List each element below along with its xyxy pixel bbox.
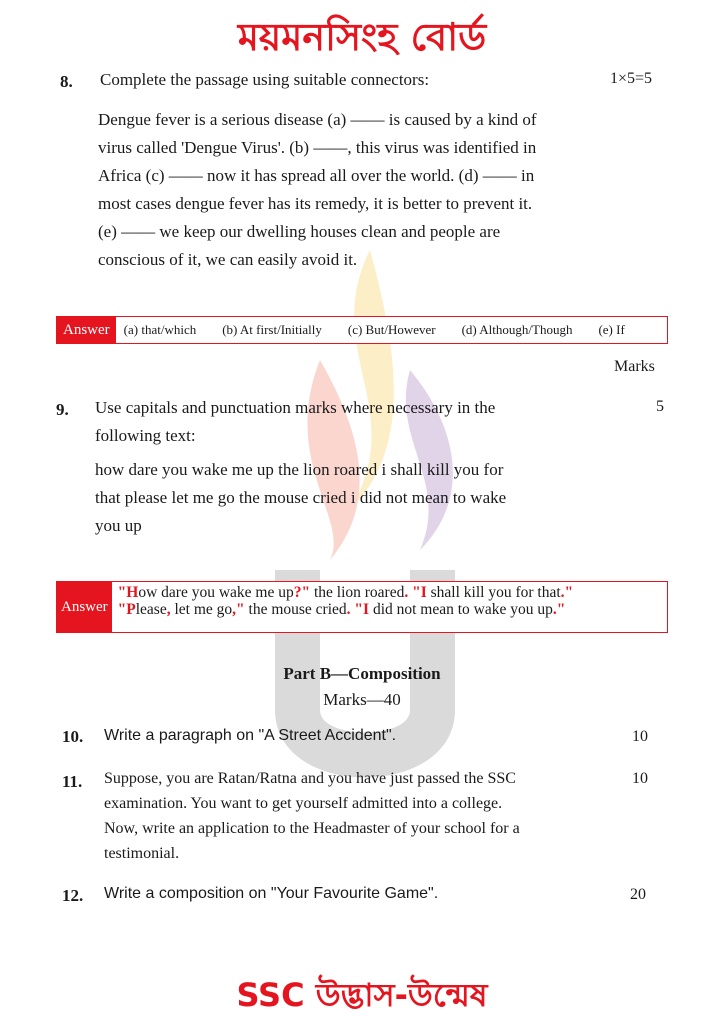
q8-marks: 1×5=5 xyxy=(610,70,653,87)
answer-text: did not mean to wake you up xyxy=(369,601,553,618)
q9-number: 9. xyxy=(56,400,69,419)
answer-text: the mouse cried xyxy=(244,601,347,618)
q8-passage-line: virus called 'Dengue Virus'. (b) ——, this virus was identified in xyxy=(98,138,537,157)
q8-passage-line: (e) —— we keep our dwelling houses clean and people are xyxy=(98,222,501,241)
q10-text: Write a paragraph on "A Street Accident". xyxy=(104,727,397,744)
q9-prompt-line: Use capitals and punctuation marks where necessary in the xyxy=(95,398,496,417)
q8-prompt: Complete the passage using suitable connectors: xyxy=(100,70,430,89)
marks-heading: Marks xyxy=(614,358,655,375)
answer-text: the lion roared xyxy=(310,584,405,601)
q8-passage-line: most cases dengue fever has its remedy, it is better to prevent it. xyxy=(98,194,533,213)
q11-line: testimonial. xyxy=(104,845,180,862)
quote-mark: " xyxy=(354,601,364,618)
q12-number: 12. xyxy=(62,886,84,905)
q11-number: 11. xyxy=(62,772,83,791)
q9-text-line: you up xyxy=(95,516,142,535)
q9-prompt-line: following text: xyxy=(95,426,196,445)
q9-text-line: that please let me go the mouse cried i did not mean to wake xyxy=(95,488,507,507)
capital-letter: I xyxy=(363,601,370,618)
part-b-marks: Marks—40 xyxy=(323,690,401,709)
q9-prompt xyxy=(95,394,595,450)
answer-text: let me go xyxy=(170,601,233,618)
quote-mark: " xyxy=(117,601,127,618)
q11-line: Now, write an application to the Headmaster of your school for a xyxy=(104,820,520,837)
q8-passage xyxy=(98,106,598,274)
q9-marks: 5 xyxy=(656,398,664,415)
punctuation: ?" xyxy=(293,584,311,601)
q8-answer-items xyxy=(116,317,651,343)
q9-text xyxy=(95,456,595,540)
capital-letter: H xyxy=(126,584,139,601)
answer-text: ow dare you wake me up xyxy=(138,584,294,601)
q12-text: Write a composition on "Your Favourite Game". xyxy=(104,885,439,902)
q11-marks: 10 xyxy=(632,770,648,787)
capital-letter: I xyxy=(420,584,427,601)
punctuation: ," xyxy=(232,601,245,618)
answer-text: shall kill you for that xyxy=(426,584,561,601)
quote-mark: " xyxy=(412,584,421,601)
q10-number: 10. xyxy=(62,727,84,746)
answer-text: lease xyxy=(135,601,167,618)
q9-answer-line-1 xyxy=(118,584,573,601)
q9-answer-text xyxy=(112,582,579,632)
q8-answer-c: (c) But/However xyxy=(347,322,436,337)
part-b-title: Part B—Composition xyxy=(283,664,441,683)
q9-answer-box xyxy=(56,581,668,633)
q9-answer-label: Answer xyxy=(57,582,112,632)
q11-line: examination. You want to get yourself admitted into a college. xyxy=(104,795,503,812)
q11-line: Suppose, you are Ratan/Ratna and you have just passed the SSC xyxy=(104,770,516,787)
q8-number: 8. xyxy=(60,72,73,91)
q12-marks: 20 xyxy=(630,886,646,903)
punctuation: ." xyxy=(552,601,566,618)
footer-title: SSC উদ্ভাস-উন্মেষ xyxy=(236,976,488,1014)
q8-passage-line: Africa (c) —— now it has spread all over the world. (d) —— in xyxy=(98,166,535,185)
punctuation: . xyxy=(346,601,351,618)
quote-mark: " xyxy=(117,584,127,601)
q9-answer-line-2 xyxy=(118,601,573,618)
q8-passage-line: conscious of it, we can easily avoid it. xyxy=(98,250,358,269)
q8-answer-d: (d) Although/Though xyxy=(461,322,573,337)
punctuation: ." xyxy=(560,584,574,601)
q9-text-line: how dare you wake me up the lion roared i shall kill you for xyxy=(95,460,504,479)
punctuation: . xyxy=(404,584,409,601)
q8-answer-label: Answer xyxy=(57,317,116,343)
q8-answer-b: (b) At first/Initially xyxy=(222,322,322,337)
board-title: ময়মনসিংহ বোর্ড xyxy=(237,15,487,59)
q11-text xyxy=(104,766,604,866)
q8-passage-line: Dengue fever is a serious disease (a) —— is caused by a kind of xyxy=(98,110,537,129)
q8-answer-e: (e) If xyxy=(598,322,625,337)
q8-answer-a: (a) that/which xyxy=(123,322,197,337)
punctuation: , xyxy=(166,601,171,618)
capital-letter: P xyxy=(126,601,136,618)
q10-marks: 10 xyxy=(632,728,648,745)
q8-answer-box xyxy=(56,316,668,344)
